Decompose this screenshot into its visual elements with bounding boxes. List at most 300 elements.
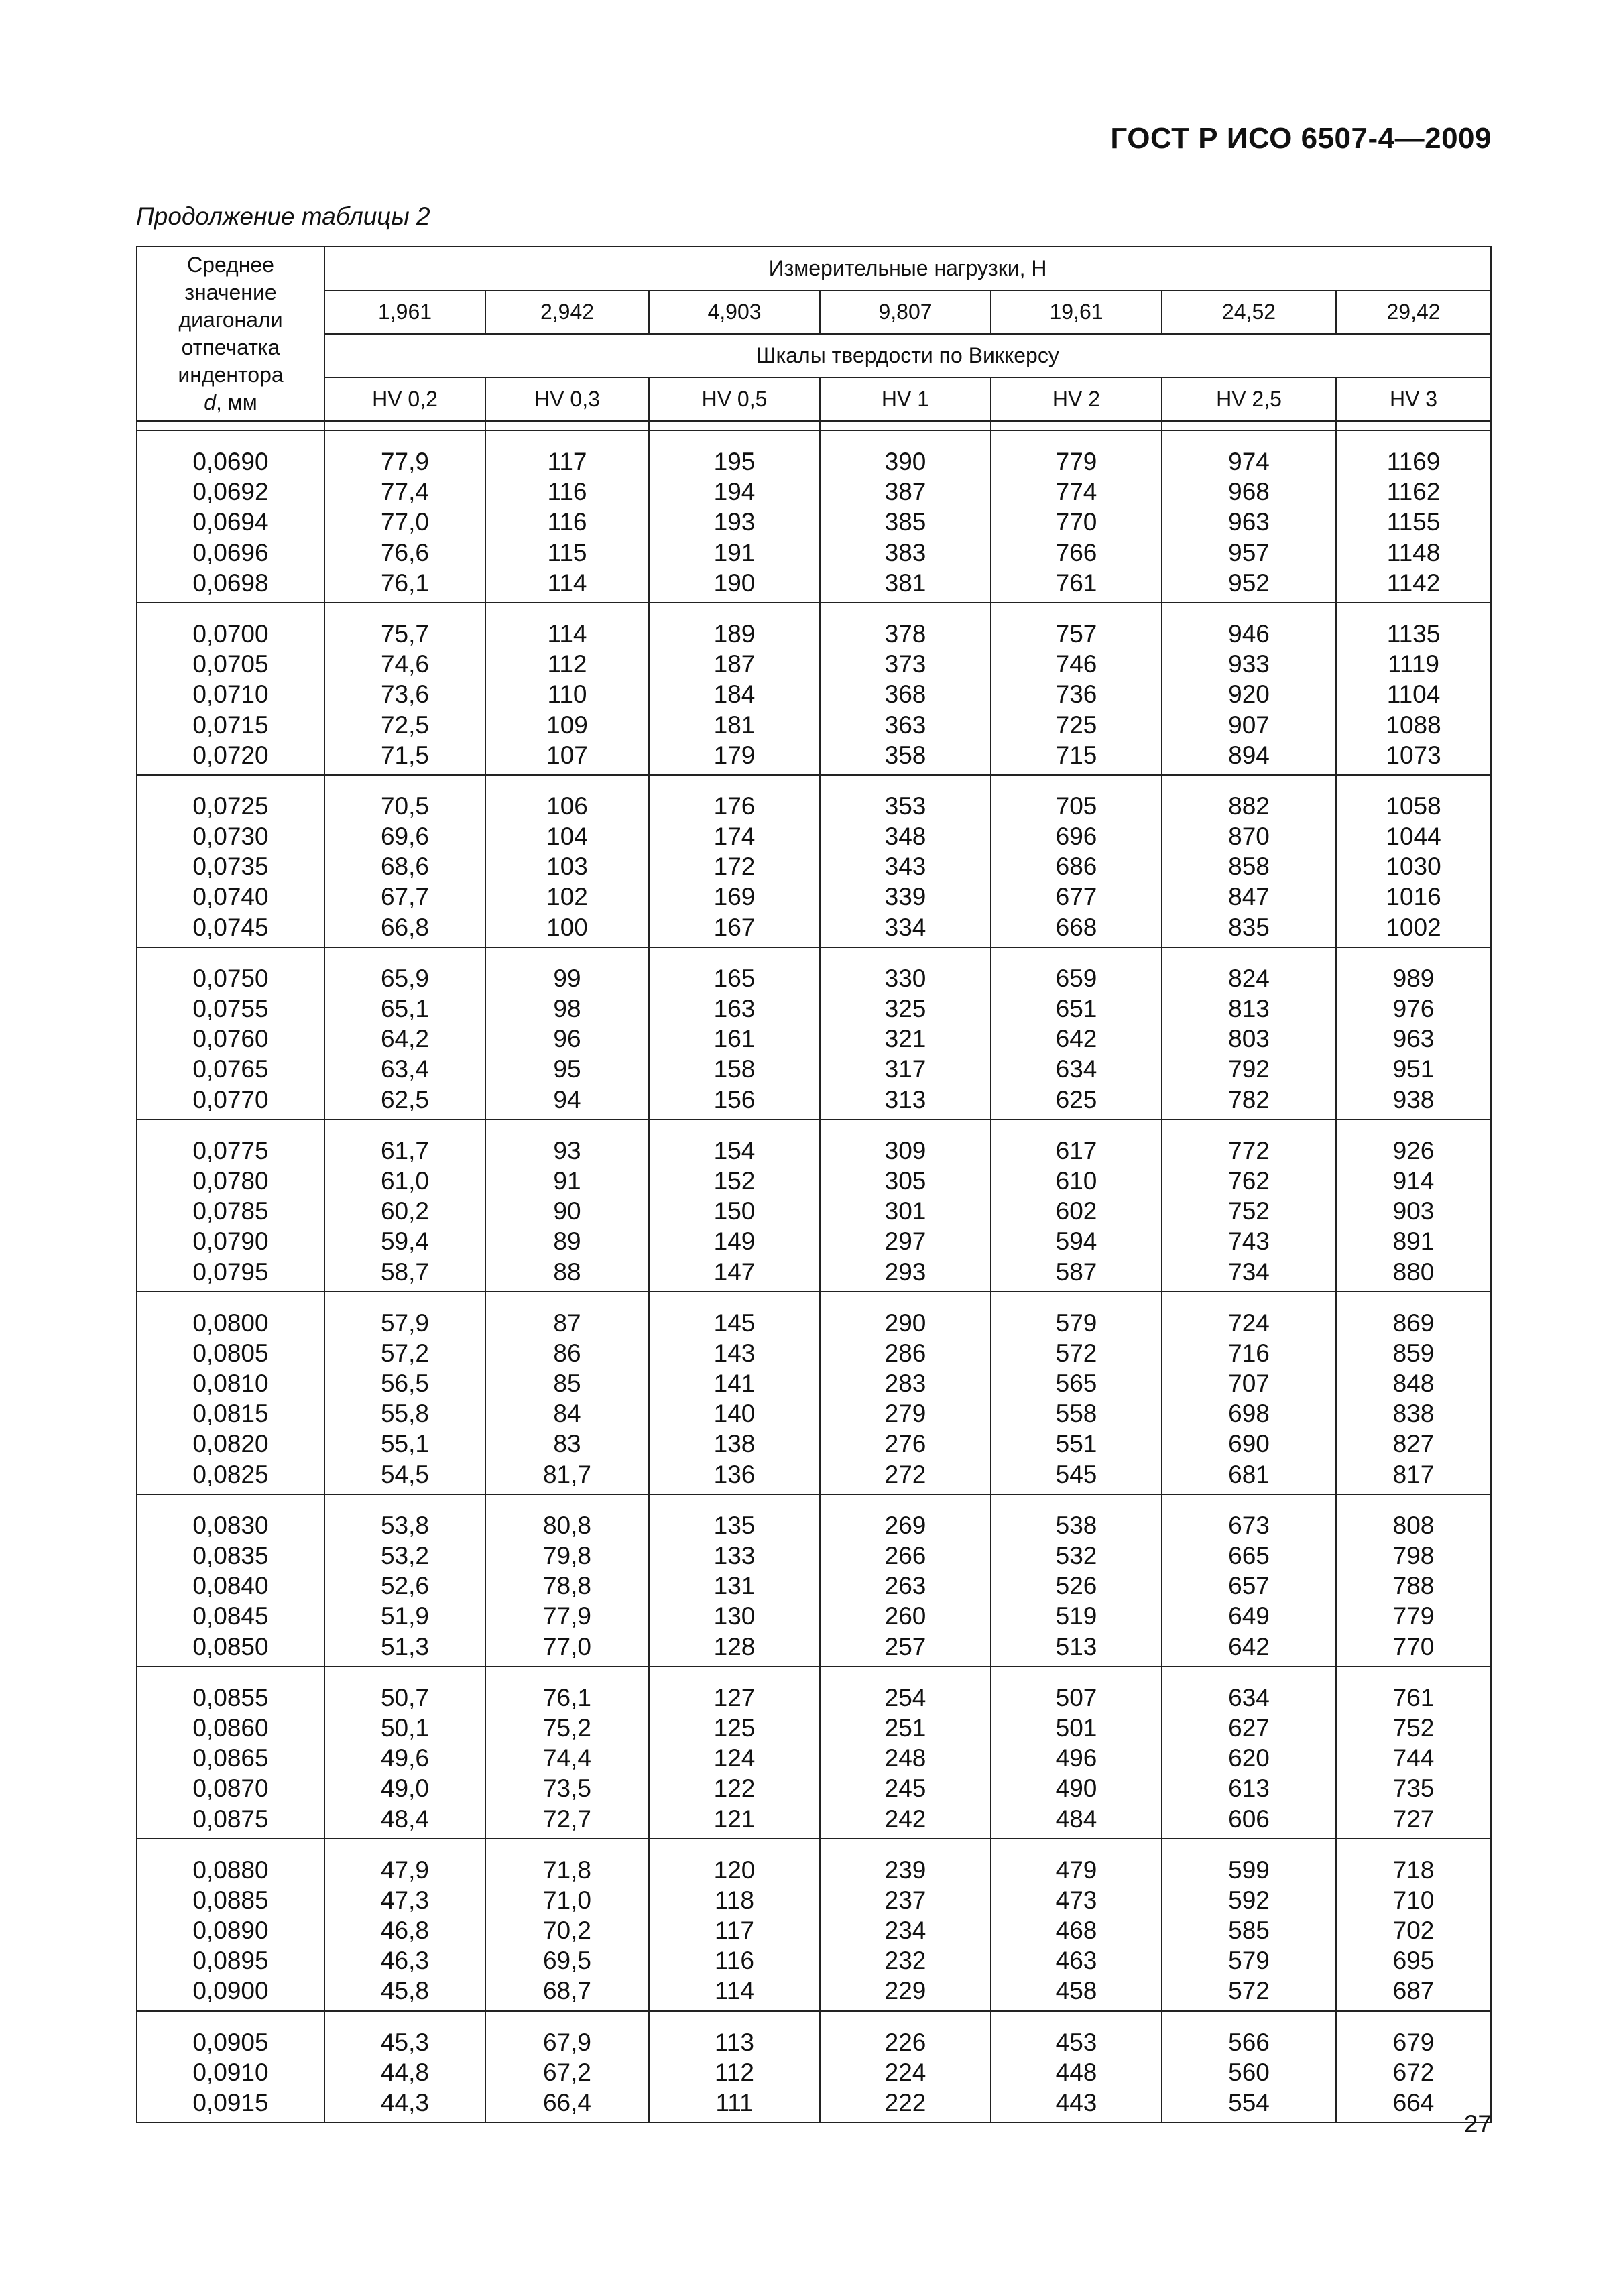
hardness-value: 77,4: [380, 478, 429, 506]
hardness-value: 91: [553, 1166, 581, 1195]
diagonal-value: 0,0745: [192, 913, 269, 941]
hardness-value: 57,9: [380, 1309, 429, 1337]
hardness-value: 761: [1055, 568, 1097, 597]
diagonal-value: 0,0690: [192, 448, 269, 475]
diagonal-value: 0,0845: [192, 1602, 269, 1630]
hardness-value: 133: [713, 1542, 756, 1569]
hardness-cell: [324, 1292, 485, 1494]
hardness-value: 668: [1055, 913, 1097, 941]
hardness-value: 44,3: [380, 2089, 429, 2116]
hardness-value: 69,5: [542, 1947, 591, 1975]
hardness-value: 93: [553, 1136, 581, 1164]
hardness-cell: [1336, 2011, 1491, 2123]
hardness-value: 946: [1228, 619, 1270, 648]
hardness-value: 66,4: [542, 2089, 591, 2116]
hardness-value: 120: [713, 1856, 756, 1884]
hardness-value: 121: [713, 1805, 756, 1833]
hardness-value: 894: [1228, 741, 1270, 769]
diagonal-cell: [137, 1120, 324, 1292]
hardness-value: 560: [1228, 2058, 1270, 2086]
diagonal-value: 0,0700: [192, 619, 269, 648]
hardness-value: 672: [1392, 2058, 1435, 2086]
hardness-value: 67,9: [542, 2028, 591, 2056]
hardness-cell: [1336, 1667, 1491, 1839]
hardness-value: 237: [884, 1886, 926, 1914]
hardness-value: 642: [1228, 1632, 1270, 1660]
diagonal-value: 0,0755: [192, 995, 269, 1022]
hardness-value: 55,1: [380, 1430, 429, 1458]
hardness-value: 665: [1228, 1542, 1270, 1569]
hardness-value: 50,1: [380, 1713, 429, 1742]
page-number: 27: [1463, 2110, 1492, 2138]
hardness-value: 84: [553, 1400, 581, 1428]
hardness-value: 1135: [1386, 619, 1441, 648]
hardness-cell: [1162, 1292, 1336, 1494]
scale-label: HV 0,3: [485, 377, 649, 421]
hardness-value: 48,4: [380, 1805, 429, 1833]
hardness-value: 1058: [1386, 792, 1441, 820]
hardness-value: 229: [884, 1977, 926, 2005]
hardness-value: 963: [1392, 1025, 1435, 1053]
hardness-value: 835: [1228, 913, 1270, 941]
hardness-value: 152: [713, 1166, 756, 1195]
table-row: [137, 1494, 1491, 1667]
hardness-value: 387: [884, 478, 926, 506]
hardness-value: 163: [713, 995, 756, 1022]
hardness-value: 191: [713, 538, 756, 566]
hardness-value: 526: [1055, 1572, 1097, 1600]
hardness-cell: [485, 947, 649, 1120]
hardness-value: 813: [1228, 995, 1270, 1022]
diagonal-cell: [137, 1292, 324, 1494]
hardness-value: 869: [1392, 1309, 1435, 1337]
diagonal-value: 0,0875: [192, 1805, 269, 1833]
hardness-value: 602: [1055, 1197, 1097, 1225]
hardness-value: 507: [1055, 1683, 1097, 1711]
hardness-value: 882: [1228, 792, 1270, 820]
hardness-value: 385: [884, 508, 926, 536]
hardness-value: 179: [713, 741, 756, 769]
hardness-cell: [1336, 1494, 1491, 1667]
hardness-cell: [991, 775, 1162, 947]
hardness-value: 592: [1228, 1886, 1270, 1914]
hardness-cell: [820, 947, 991, 1120]
hardness-value: 47,3: [380, 1886, 429, 1914]
hardness-value: 46,8: [380, 1917, 429, 1945]
load-value: 19,61: [991, 290, 1162, 334]
hardness-cell: [991, 603, 1162, 775]
hardness-value: 373: [884, 650, 926, 678]
hardness-value: 67,2: [542, 2058, 591, 2086]
table-row: [137, 1292, 1491, 1494]
hardness-cell: [820, 1292, 991, 1494]
diagonal-value: 0,0880: [192, 1856, 269, 1884]
hardness-value: 838: [1392, 1400, 1435, 1428]
hardness-value: 551: [1055, 1430, 1097, 1458]
hardness-value: 114: [547, 568, 587, 597]
hardness-value: 55,8: [380, 1400, 429, 1428]
diagonal-cell: [137, 1494, 324, 1667]
hardness-value: 138: [713, 1430, 756, 1458]
hardness-value: 95: [553, 1055, 581, 1083]
hardness-value: 279: [884, 1400, 926, 1428]
hardness-cell: [649, 2011, 820, 2123]
hardness-value: 513: [1055, 1632, 1097, 1660]
diagonal-value: 0,0765: [192, 1055, 269, 1083]
hardness-cell: [649, 1120, 820, 1292]
hardness-cell: [991, 1494, 1162, 1667]
hardness-value: 46,3: [380, 1947, 429, 1975]
hardness-value: 339: [884, 883, 926, 911]
hardness-value: 468: [1055, 1917, 1097, 1945]
hardness-table: [136, 246, 1492, 2123]
hardness-cell: [485, 603, 649, 775]
hardness-value: 348: [884, 823, 926, 851]
hardness-value: 572: [1055, 1339, 1097, 1367]
hardness-value: 779: [1055, 448, 1097, 475]
hardness-value: 770: [1055, 508, 1097, 536]
hardness-value: 65,9: [380, 964, 429, 992]
diagonal-value: 0,0735: [192, 853, 269, 881]
hardness-cell: [649, 603, 820, 775]
hardness-value: 381: [884, 568, 926, 597]
diagonal-column-header: [137, 247, 324, 421]
hardness-value: 1104: [1386, 680, 1441, 709]
hardness-value: 817: [1392, 1460, 1435, 1488]
hardness-value: 334: [884, 913, 926, 941]
hardness-value: 149: [713, 1227, 756, 1256]
diagonal-value: 0,0800: [192, 1309, 269, 1337]
hardness-value: 73,6: [380, 680, 429, 709]
hardness-value: 71,5: [380, 741, 429, 769]
hardness-cell: [1336, 1839, 1491, 2011]
hardness-value: 690: [1228, 1430, 1270, 1458]
hardness-value: 772: [1228, 1136, 1270, 1164]
hardness-value: 176: [713, 792, 756, 820]
hardness-value: 263: [884, 1572, 926, 1600]
hardness-value: 77,0: [542, 1632, 591, 1660]
hardness-value: 313: [884, 1085, 926, 1113]
hardness-value: 617: [1055, 1136, 1097, 1164]
hardness-value: 53,8: [380, 1511, 429, 1539]
hardness-value: 140: [713, 1400, 756, 1428]
hardness-cell: [649, 775, 820, 947]
diagonal-value: 0,0698: [192, 568, 269, 597]
hardness-cell: [820, 1494, 991, 1667]
hardness-cell: [991, 1667, 1162, 1839]
hardness-value: 1142: [1386, 568, 1441, 597]
diagonal-value: 0,0915: [192, 2089, 269, 2116]
hardness-value: 968: [1228, 478, 1270, 506]
hardness-value: 880: [1392, 1258, 1435, 1286]
diagonal-value: 0,0905: [192, 2028, 269, 2056]
hardness-value: 145: [713, 1309, 756, 1337]
hardness-value: 125: [713, 1713, 756, 1742]
diagonal-value: 0,0885: [192, 1886, 269, 1914]
hardness-value: 71,8: [542, 1856, 591, 1884]
diagonal-value: 0,0830: [192, 1511, 269, 1539]
hardness-value: 77,0: [380, 508, 429, 536]
hardness-value: 734: [1228, 1258, 1270, 1286]
hardness-value: 757: [1055, 619, 1097, 648]
hardness-value: 260: [884, 1602, 926, 1630]
hardness-cell: [820, 1120, 991, 1292]
diagonal-value: 0,0815: [192, 1400, 269, 1428]
hardness-cell: [1162, 1839, 1336, 2011]
hardness-value: 293: [884, 1258, 926, 1286]
scale-label: HV 3: [1336, 377, 1491, 421]
hardness-value: 649: [1228, 1602, 1270, 1630]
hardness-value: 116: [547, 508, 587, 536]
hardness-value: 72,7: [542, 1805, 591, 1833]
hardness-value: 859: [1392, 1339, 1435, 1367]
hardness-value: 448: [1055, 2058, 1097, 2086]
hardness-value: 642: [1055, 1025, 1097, 1053]
hardness-value: 117: [547, 448, 587, 475]
hardness-value: 89: [553, 1227, 581, 1256]
row-group: [137, 1120, 1491, 1292]
hardness-value: 70,5: [380, 792, 429, 820]
hardness-value: 141: [713, 1370, 756, 1398]
diagonal-value: 0,0790: [192, 1227, 269, 1256]
hardness-value: 135: [713, 1511, 756, 1539]
hardness-cell: [991, 1292, 1162, 1494]
diagonal-value: 0,0775: [192, 1136, 269, 1164]
hardness-value: 110: [547, 680, 587, 709]
hardness-cell: [1162, 2011, 1336, 2123]
hardness-value: 926: [1392, 1136, 1435, 1164]
hardness-value: 761: [1392, 1683, 1435, 1711]
hardness-value: 56,5: [380, 1370, 429, 1398]
hardness-cell: [820, 775, 991, 947]
hardness-value: 479: [1055, 1856, 1097, 1884]
hardness-value: 98: [553, 995, 581, 1022]
diagonal-value: 0,0910: [192, 2058, 269, 2086]
hardness-value: 702: [1392, 1917, 1435, 1945]
load-value: 1,961: [324, 290, 485, 334]
scale-label: HV 0,5: [649, 377, 820, 421]
hardness-value: 891: [1392, 1227, 1435, 1256]
hardness-value: 130: [713, 1602, 756, 1630]
hardness-value: 90: [553, 1197, 581, 1225]
hardness-cell: [991, 1120, 1162, 1292]
hardness-value: 651: [1055, 995, 1097, 1022]
hardness-value: 490: [1055, 1774, 1097, 1803]
hardness-value: 743: [1228, 1227, 1270, 1256]
hardness-value: 116: [715, 1947, 754, 1975]
diagonal-cell: [137, 2011, 324, 2123]
hardness-value: 788: [1392, 1572, 1435, 1600]
hardness-value: 634: [1228, 1683, 1270, 1711]
hardness-cell: [1162, 1120, 1336, 1292]
hardness-cell: [324, 603, 485, 775]
row-group: [137, 1667, 1491, 1839]
hardness-cell: [820, 603, 991, 775]
hardness-value: 194: [713, 478, 756, 506]
hardness-value: 766: [1055, 538, 1097, 566]
load-value: 24,52: [1162, 290, 1336, 334]
hardness-value: 824: [1228, 964, 1270, 992]
hardness-value: 71,0: [542, 1886, 591, 1914]
hardness-cell: [324, 1494, 485, 1667]
hardness-value: 744: [1392, 1744, 1435, 1772]
hardness-value: 473: [1055, 1886, 1097, 1914]
table-row: [137, 775, 1491, 947]
hardness-value: 606: [1228, 1805, 1270, 1833]
hardness-value: 585: [1228, 1917, 1270, 1945]
hardness-value: 58,7: [380, 1258, 429, 1286]
hardness-value: 187: [713, 650, 756, 678]
hardness-value: 1162: [1386, 478, 1441, 506]
hardness-cell: [649, 1292, 820, 1494]
hardness-value: 952: [1228, 568, 1270, 597]
diagonal-value: 0,0895: [192, 1947, 269, 1975]
hardness-value: 679: [1392, 2028, 1435, 2056]
hardness-cell: [649, 1839, 820, 2011]
hardness-value: 705: [1055, 792, 1097, 820]
hardness-value: 226: [884, 2028, 926, 2056]
load-value: 9,807: [820, 290, 991, 334]
hardness-value: 143: [713, 1339, 756, 1367]
hardness-cell: [991, 1839, 1162, 2011]
hardness-value: 305: [884, 1166, 926, 1195]
table-row: [137, 2011, 1491, 2123]
hardness-value: 317: [884, 1055, 926, 1083]
hardness-value: 951: [1392, 1055, 1435, 1083]
hardness-value: 266: [884, 1542, 926, 1569]
diagonal-value: 0,0710: [192, 680, 269, 709]
hardness-value: 45,8: [380, 1977, 429, 2005]
hardness-value: 167: [713, 913, 756, 941]
hardness-value: 920: [1228, 680, 1270, 709]
hardness-value: 77,9: [380, 448, 429, 475]
hardness-value: 686: [1055, 853, 1097, 881]
hardness-value: 75,7: [380, 619, 429, 648]
hardness-value: 184: [713, 680, 756, 709]
hardness-value: 343: [884, 853, 926, 881]
hardness-value: 736: [1055, 680, 1097, 709]
hardness-cell: [324, 1839, 485, 2011]
diagonal-value: 0,0840: [192, 1572, 269, 1600]
hardness-value: 762: [1228, 1166, 1270, 1195]
table-row: [137, 1839, 1491, 2011]
hardness-value: 109: [546, 711, 588, 739]
hardness-value: 102: [546, 883, 588, 911]
diagonal-value: 0,0870: [192, 1774, 269, 1803]
hardness-value: 1002: [1386, 913, 1441, 941]
hardness-value: 136: [713, 1460, 756, 1488]
row-group: [137, 1494, 1491, 1667]
diagonal-value: 0,0855: [192, 1683, 269, 1711]
row-group: [137, 775, 1491, 947]
hardness-value: 687: [1392, 1977, 1435, 2005]
hardness-value: 627: [1228, 1713, 1270, 1742]
hardness-value: 245: [884, 1774, 926, 1803]
hardness-value: 107: [546, 741, 588, 769]
diagonal-cell: [137, 1839, 324, 2011]
hardness-value: 45,3: [380, 2028, 429, 2056]
hardness-value: 718: [1392, 1856, 1435, 1884]
diagonal-value: 0,0835: [192, 1542, 269, 1569]
table-row: [137, 1667, 1491, 1839]
hardness-value: 242: [884, 1805, 926, 1833]
hardness-value: 321: [884, 1025, 926, 1053]
hardness-cell: [820, 1667, 991, 1839]
hardness-value: 501: [1055, 1713, 1097, 1742]
hardness-value: 59,4: [380, 1227, 429, 1256]
hardness-value: 496: [1055, 1744, 1097, 1772]
diagonal-value: 0,0720: [192, 741, 269, 769]
hardness-value: 1044: [1386, 823, 1441, 851]
hardness-value: 64,2: [380, 1025, 429, 1053]
hardness-value: 104: [546, 823, 588, 851]
hardness-value: 558: [1055, 1400, 1097, 1428]
diagonal-value: 0,0785: [192, 1197, 269, 1225]
hardness-value: 232: [884, 1947, 926, 1975]
hardness-value: 792: [1228, 1055, 1270, 1083]
hardness-cell: [485, 1667, 649, 1839]
hardness-value: 81,7: [542, 1460, 591, 1488]
hardness-value: 599: [1228, 1856, 1270, 1884]
load-value: 4,903: [649, 290, 820, 334]
hardness-cell: [485, 1839, 649, 2011]
hardness-value: 545: [1055, 1460, 1097, 1488]
hardness-value: 113: [715, 2028, 754, 2056]
table-row: [137, 947, 1491, 1120]
hardness-value: 716: [1228, 1339, 1270, 1367]
hardness-value: 710: [1392, 1886, 1435, 1914]
diagonal-header-line: значение: [184, 280, 277, 304]
hardness-value: 79,8: [542, 1542, 591, 1569]
hardness-value: 52,6: [380, 1572, 429, 1600]
hardness-cell: [1336, 603, 1491, 775]
hardness-value: 1155: [1386, 508, 1441, 536]
hardness-value: 1016: [1386, 883, 1441, 911]
hardness-value: 111: [715, 2089, 754, 2116]
scale-label: HV 2,5: [1162, 377, 1336, 421]
hardness-value: 827: [1392, 1430, 1435, 1458]
document-code: ГОСТ Р ИСО 6507-4—2009: [1110, 122, 1492, 155]
hardness-value: 378: [884, 619, 926, 648]
hardness-value: 808: [1392, 1511, 1435, 1539]
diagonal-cell: [137, 775, 324, 947]
diagonal-value: 0,0795: [192, 1258, 269, 1286]
hardness-cell: [1162, 1667, 1336, 1839]
diagonal-value: 0,0725: [192, 792, 269, 820]
hardness-value: 707: [1228, 1370, 1270, 1398]
hardness-value: 798: [1392, 1542, 1435, 1569]
diagonal-value: 0,0770: [192, 1085, 269, 1113]
hardness-value: 458: [1055, 1977, 1097, 2005]
diagonal-value: 0,0750: [192, 964, 269, 992]
hardness-value: 68,6: [380, 853, 429, 881]
table-row: [137, 430, 1491, 603]
hardness-value: 1073: [1386, 741, 1441, 769]
hardness-value: 938: [1392, 1085, 1435, 1113]
hardness-value: 158: [713, 1055, 756, 1083]
hardness-value: 976: [1392, 995, 1435, 1022]
hardness-value: 61,7: [380, 1136, 429, 1164]
hardness-value: 625: [1055, 1085, 1097, 1113]
row-group: [137, 947, 1491, 1120]
hardness-value: 698: [1228, 1400, 1270, 1428]
diagonal-value: 0,0810: [192, 1370, 269, 1398]
diagonal-value: 0,0692: [192, 478, 269, 506]
hardness-value: 870: [1228, 823, 1270, 851]
hardness-value: 72,5: [380, 711, 429, 739]
hardness-value: 286: [884, 1339, 926, 1367]
hardness-value: 77,9: [542, 1602, 591, 1630]
